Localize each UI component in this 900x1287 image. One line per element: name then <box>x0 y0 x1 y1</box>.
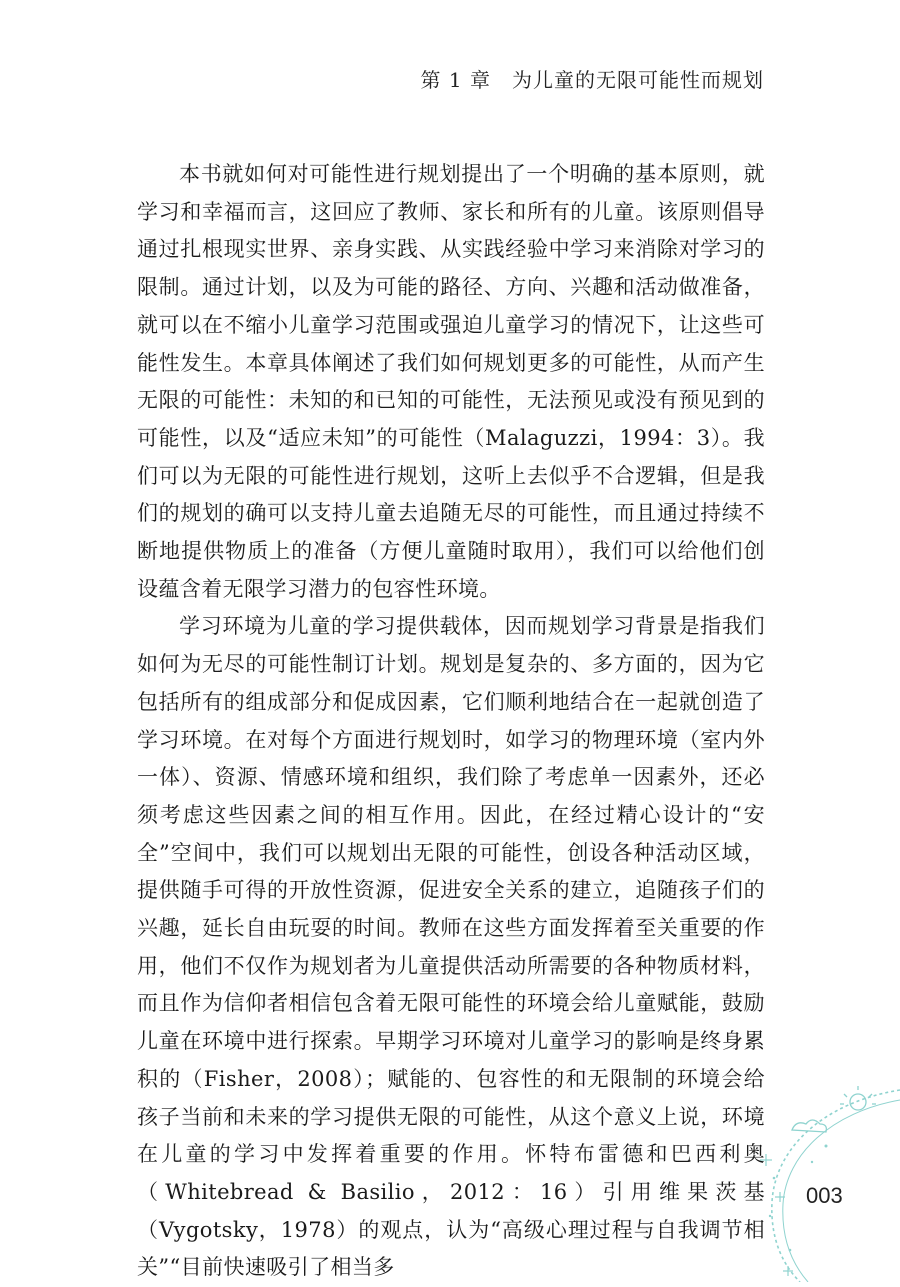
paragraph-1: 本书就如何对可能性进行规划提出了一个明确的基本原则，就学习和幸福而言，这回应了教师、家长和所有的儿童。该原则倡导通过扎根现实世界、亲身实践、从实践经验中学习来消除对学习的限制。通过计划，以及为可能的路径、方向、兴趣和活动做准备，就可以在不缩小儿童学习范围或强迫儿童学习的情况下，让这些可能性发生。本章具体阐述了我们如何规划更多的可能性，从而产生无限的可能性：未知的和已知的可能性，无法预见或没有预见到的可能性，以及“适应未知”的可能性（Malaguzzi，1994：3）。我们可以为无限的可能性进行规划，这听上去似乎不合逻辑，但是我们的规划的确可以支持儿童去追随无尽的可能性，而且通过持续不断地提供物质上的准备（方便儿童随时取用），我们可以给他们创设蕴含着无限学习潜力的包容性环境。 <box>137 162 765 601</box>
page-number: 003 <box>806 1183 843 1208</box>
corner-decoration <box>730 1042 900 1282</box>
sun-icon <box>840 1086 876 1110</box>
cloud-icon <box>792 1120 826 1132</box>
snowflake-icon <box>760 1154 793 1276</box>
body-text <box>137 156 765 1287</box>
paragraph-2: 学习环境为儿童的学习提供载体，因而规划学习背景是指我们如何为无尽的可能性制订计划。规划是复杂的、多方面的，因为它包括所有的组成部分和促成因素，它们顺利地结合在一起就创造了学习环境。在对每个方面进行规划时，如学习的物理环境（室内外一体）、资源、情感环境和组织，我们除了考虑单一因素外，还必须考虑这些因素之间的相互作用。因此，在经过精心设计的“安全”空间中，我们可以规划出无限的可能性，创设各种活动区域，提供随手可得的开放性资源，促进安全关系的建立，追随孩子们的兴趣，延长自由玩耍的时间。教师在这些方面发挥着至关重要的作用，他们不仅作为规划者为儿童提供活动所需要的各种物质材料，而且作为信仰者相信包含着无限可能性的环境会给儿童赋能，鼓励儿童在环境中进行探索。早期学习环境对儿童学习的影响是终身累积的（Fisher，2008）；赋能的、包容性的和无限制的环境会给孩子当前和未来的学习提供无限的可能性，从这个意义上说，环境在儿童的学习中发挥着重要的作用。怀特布雷德和巴西利奥（Whitebread & Basilio，2012：16）引用维果茨基（Vygotsky，1978）的观点，认为“高级心理过程与自我调节相关”“目前快速吸引了相当多 <box>137 614 765 1280</box>
running-header: 第 1 章 为儿童的无限可能性而规划 <box>420 68 764 92</box>
